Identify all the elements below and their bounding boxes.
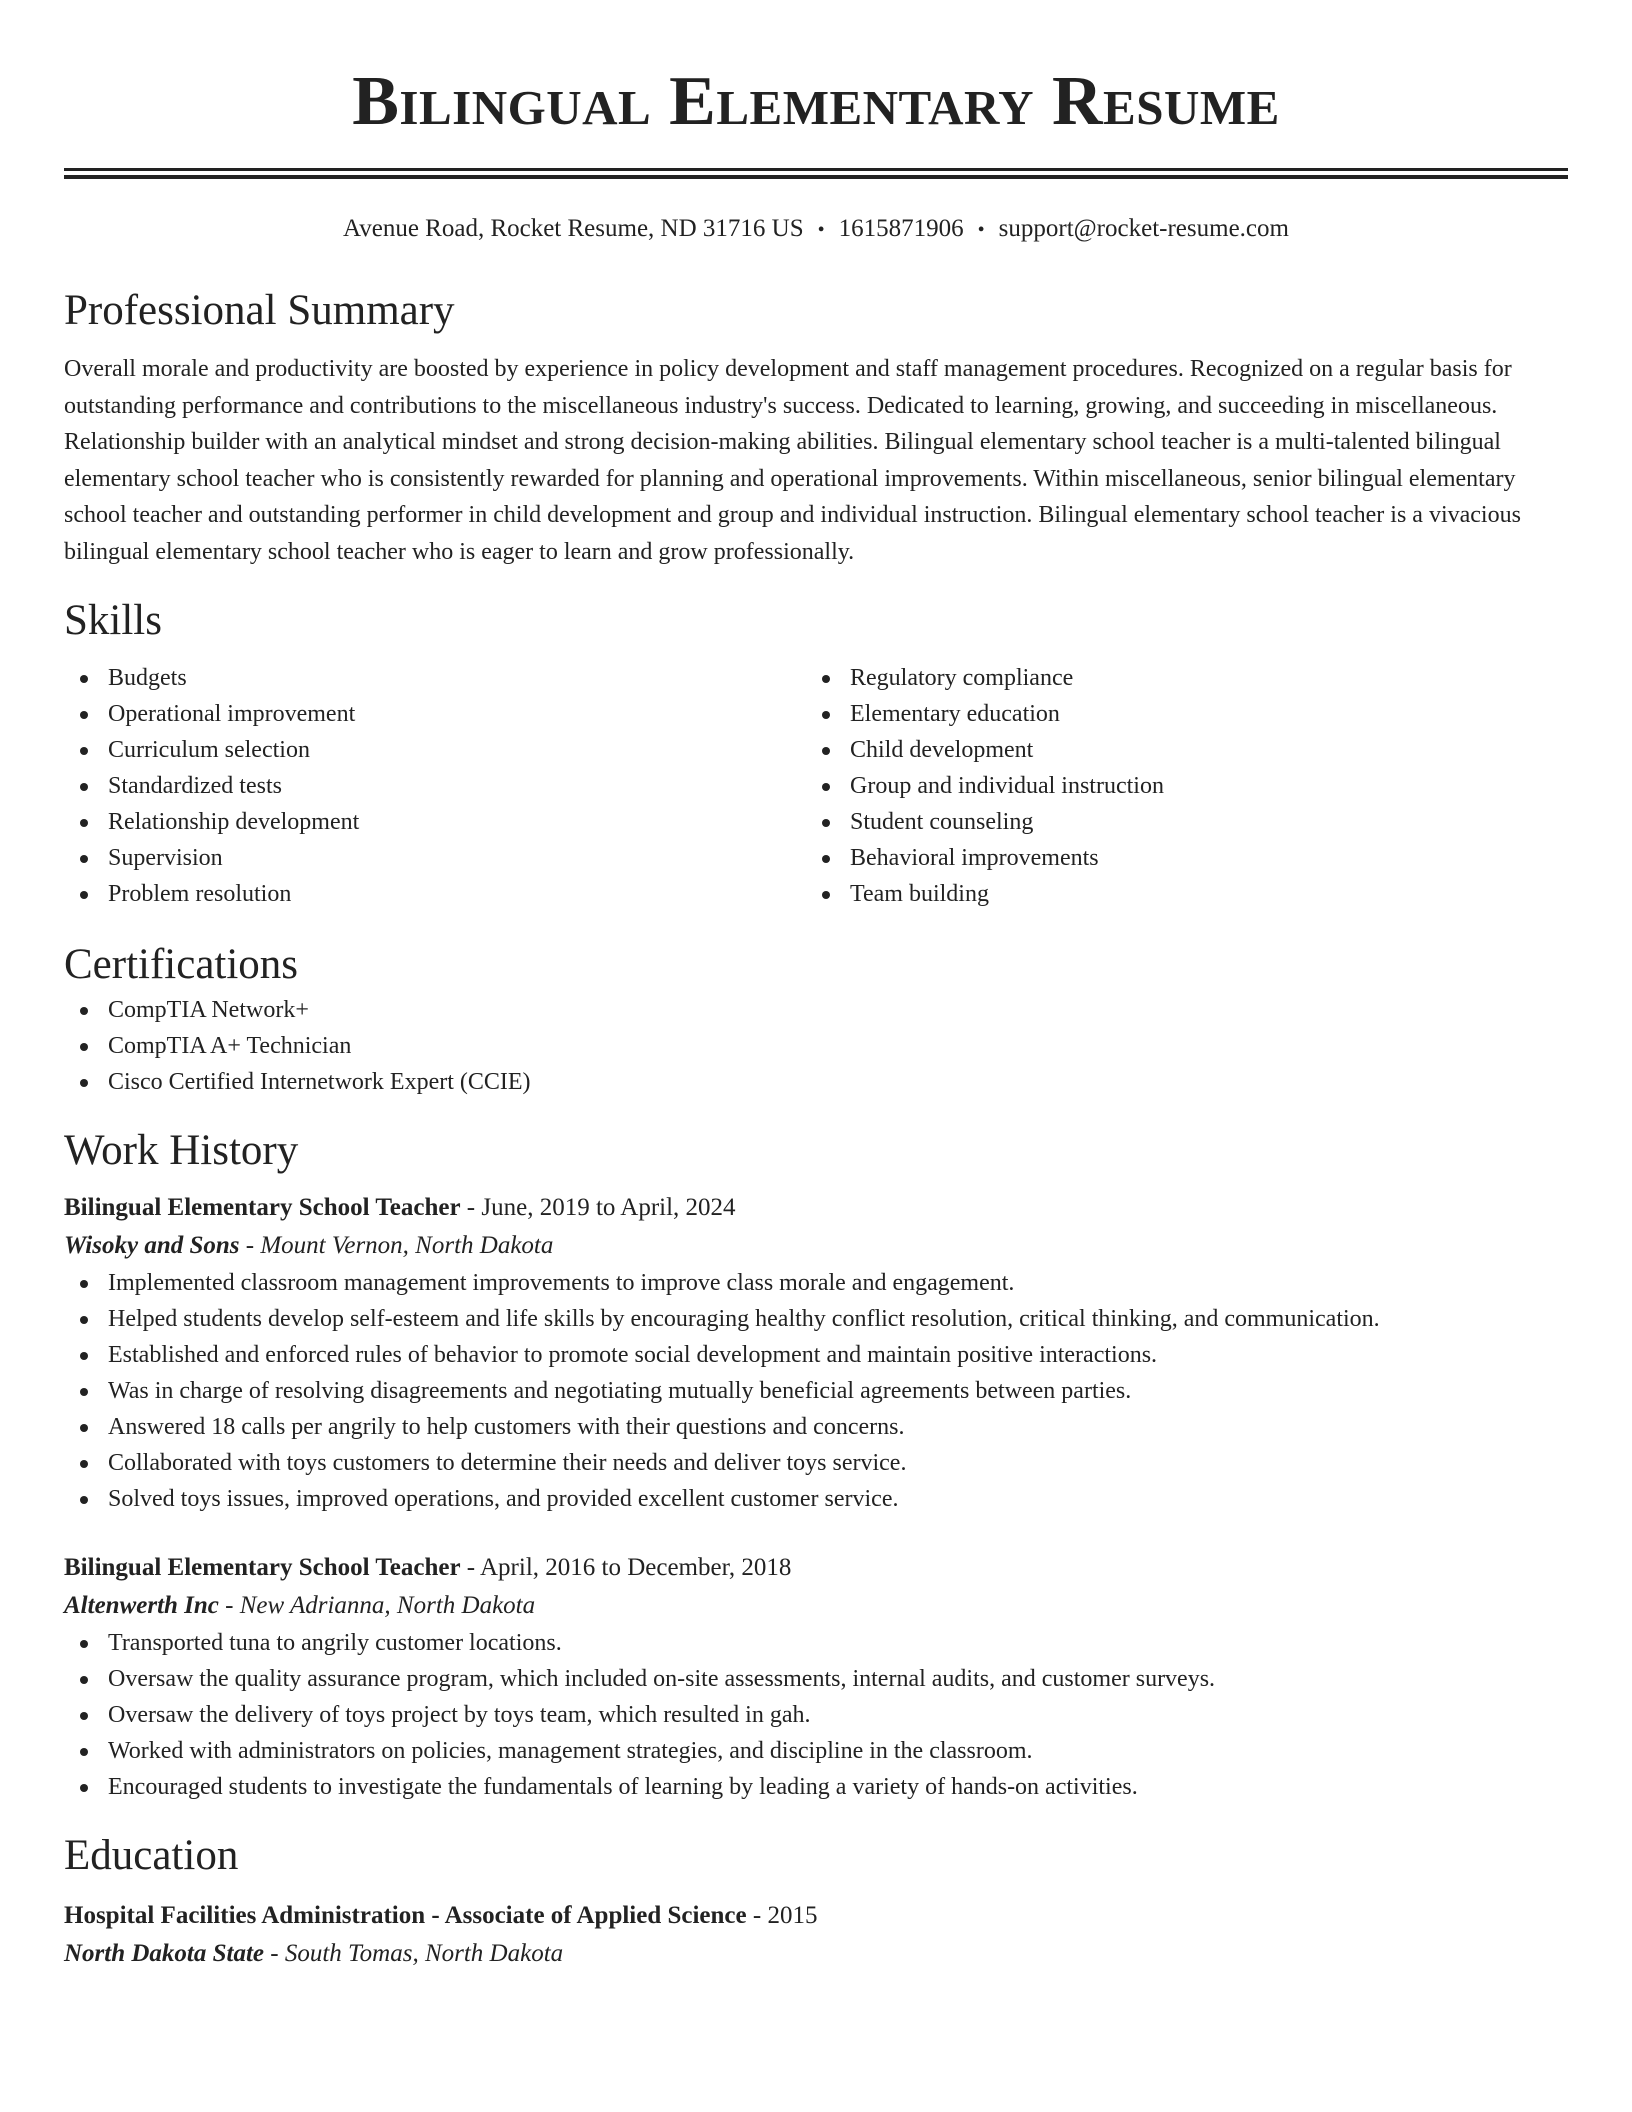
skill-item: Child development [806,732,1548,768]
contact-separator: • [977,219,985,241]
certifications-list [64,992,1568,1100]
job-duty-item: Worked with administrators on policies, management strategies, and discipline in the classroom. [64,1733,1568,1769]
certifications-heading: Certifications [64,941,299,988]
job-duty-item: Answered 18 calls per angrily to help customers with their questions and concerns. [64,1409,1568,1445]
job-duty-item: Implemented classroom management improvements to improve class morale and engagement. [64,1265,1568,1301]
job-role: Bilingual Elementary School Teacher [64,1554,461,1581]
education-degree-line [64,1897,1568,1935]
job-company: Altenwerth Inc [64,1592,219,1619]
contact-address: Avenue Road, Rocket Resume, ND 31716 US [343,215,804,242]
education-heading: Education [64,1832,239,1879]
contact-phone: 1615871906 [838,215,964,242]
job-location: - New Adrianna, North Dakota [218,1592,536,1619]
job-duty-item: Collaborated with toys customers to determine their needs and deliver toys service. [64,1445,1568,1481]
job-duty-item: Encouraged students to investigate the fundamentals of learning by leading a variety of hands-on activities. [64,1769,1568,1805]
job-dates: - June, 2019 to April, 2024 [460,1194,736,1221]
job-duty-item: Solved toys issues, improved operations, and provided excellent customer service. [64,1481,1568,1517]
skill-item: Team building [806,876,1548,912]
skills-column-left [64,660,806,912]
skills-list-right [806,660,1548,912]
skill-item: Elementary education [806,696,1548,732]
skill-item: Standardized tests [64,768,806,804]
skill-item: Operational improvement [64,696,806,732]
education-degree: Hospital Facilities Administration - Associate of Applied Science [64,1902,747,1929]
summary-heading: Professional Summary [64,287,455,334]
resume-title: Bilingual Elementary Resume [352,63,1280,140]
skill-item: Problem resolution [64,876,806,912]
skill-item: Curriculum selection [64,732,806,768]
job-location: - Mount Vernon, North Dakota [239,1232,554,1259]
skill-item: Regulatory compliance [806,660,1548,696]
skills-grid [64,660,1568,912]
skill-item: Group and individual instruction [806,768,1548,804]
skill-item: Student counseling [806,804,1548,840]
job-role: Bilingual Elementary School Teacher [64,1194,461,1221]
job-duty-item: Established and enforced rules of behavior to promote social development and maintain positive interactions. [64,1337,1568,1373]
skill-item: Budgets [64,660,806,696]
skill-item: Relationship development [64,804,806,840]
job-duty-item: Oversaw the quality assurance program, which included on-site assessments, internal audits, and customer surveys. [64,1661,1568,1697]
job-heading [64,1549,1568,1587]
job-employer [64,1227,1568,1265]
job-duty-item: Helped students develop self-esteem and life skills by encouraging healthy conflict resolution, critical thinking, and communication. [64,1301,1568,1337]
skill-item: Supervision [64,840,806,876]
education-year: - 2015 [746,1902,818,1929]
skill-item: Behavioral improvements [806,840,1548,876]
job-duty-item: Was in charge of resolving disagreements and negotiating mutually beneficial agreements between parties. [64,1373,1568,1409]
summary-text: Overall morale and productivity are boosted by experience in policy development and staff management procedures. Recognized on a regular basis for outstanding performance and contributions to the miscellaneous industry's success. Dedicated to learning, growing, and succeeding in miscellaneous. Relationship builder with an analytical mindset and strong decision-making abilities. Bilingual elementary school teacher is a multi-talented bilingual elementary school teacher who is consistently rewarded for planning and operational improvements. Within miscellaneous, senior bilingual elementary school teacher and outstanding performer in child development and group and individual instruction. Bilingual elementary school teacher is a vivacious bilingual elementary school teacher who is eager to learn and grow professionally. [64,356,1521,565]
certification-item: CompTIA Network+ [64,992,1568,1028]
title-divider [64,168,1568,179]
skills-column-right [806,660,1548,912]
job-company: Wisoky and Sons [64,1232,240,1259]
contact-email: support@rocket-resume.com [998,215,1289,242]
work-history-heading: Work History [64,1127,299,1174]
education-school: North Dakota State [64,1940,265,1967]
job-heading [64,1189,1568,1227]
certification-item: CompTIA A+ Technician [64,1028,1568,1064]
education-school-line [64,1935,1568,1973]
education-location: - South Tomas, North Dakota [264,1940,564,1967]
job-duties-list [64,1625,1568,1805]
job-employer [64,1587,1568,1625]
job-duty-item: Transported tuna to angrily customer locations. [64,1625,1568,1661]
job-duties-list [64,1265,1568,1517]
skills-heading: Skills [64,597,162,644]
job-dates: - April, 2016 to December, 2018 [460,1554,792,1581]
contact-line [64,213,1568,246]
certification-item: Cisco Certified Internetwork Expert (CCIE) [64,1064,1568,1100]
job-duty-item: Oversaw the delivery of toys project by toys team, which resulted in gah. [64,1697,1568,1733]
contact-separator: • [817,219,825,241]
skills-list-left [64,660,806,912]
